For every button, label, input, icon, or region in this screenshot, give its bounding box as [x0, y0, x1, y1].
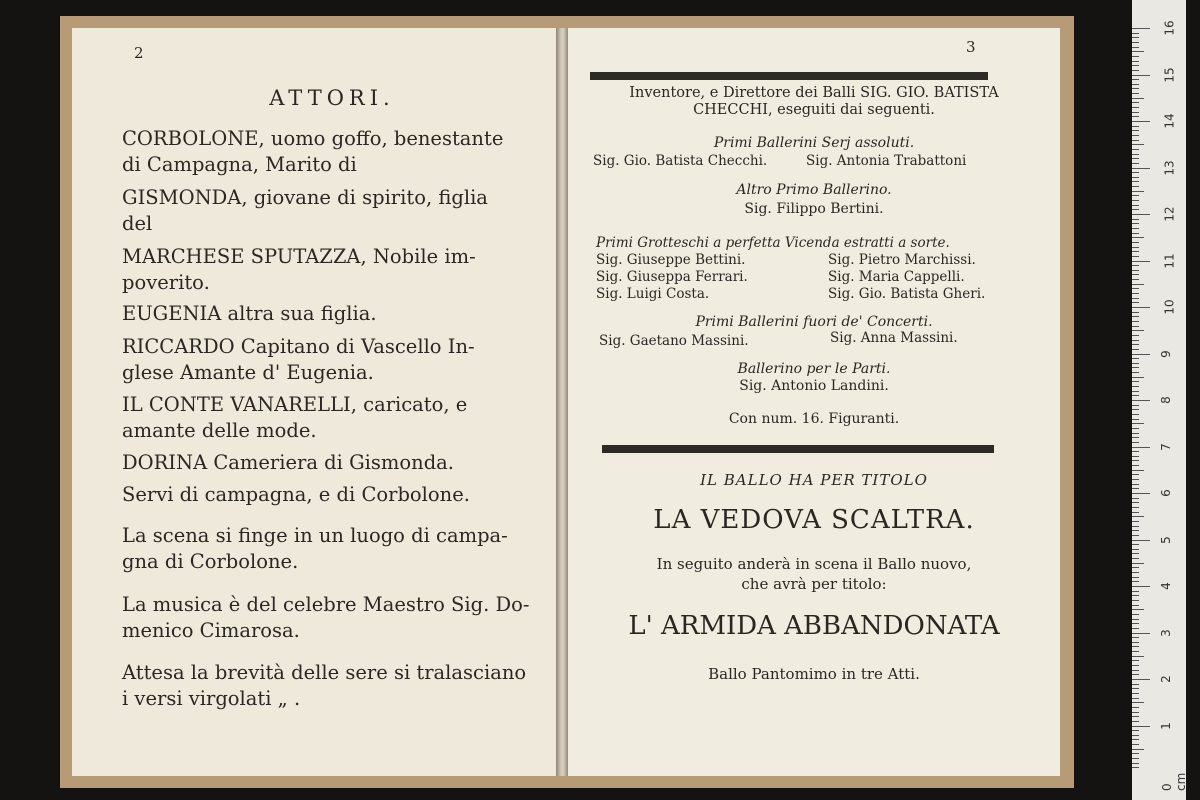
ruler-label: 7 — [1158, 442, 1173, 451]
measuring-ruler — [1132, 0, 1186, 800]
ruler-tick — [1132, 479, 1139, 480]
page-number-left: 2 — [134, 44, 144, 62]
dancer-name: Sig. Luigi Costa. — [596, 286, 710, 302]
ruler-tick — [1132, 177, 1139, 178]
cast-line: MARCHESE SPUTAZZA, Nobile im- — [122, 245, 476, 268]
seguito-line: In seguito anderà in scena il Ballo nuovo, — [656, 555, 972, 573]
ruler-tick — [1132, 47, 1139, 48]
ruler-tick — [1132, 437, 1139, 438]
ruler-tick — [1132, 298, 1139, 299]
ruler-tick — [1132, 646, 1139, 647]
ruler-tick — [1132, 381, 1139, 382]
ruler-tick — [1132, 233, 1139, 234]
ruler-tick — [1132, 158, 1139, 159]
ruler-tick — [1132, 228, 1139, 229]
ruler-tick — [1132, 181, 1139, 182]
ruler-tick — [1132, 126, 1139, 127]
ruler-tick — [1132, 739, 1139, 740]
ruler-tick — [1132, 130, 1139, 131]
ruler-tick — [1132, 586, 1150, 587]
ruler-tick — [1132, 135, 1139, 136]
left-page — [72, 28, 556, 776]
section-heading: Altro Primo Ballerino. — [736, 182, 892, 198]
dancer-name: Sig. Gaetano Massini. — [599, 333, 749, 349]
ruler-tick — [1132, 465, 1139, 466]
ruler-tick — [1132, 293, 1139, 294]
ruler-tick — [1132, 312, 1139, 313]
ruler-tick — [1132, 716, 1139, 717]
ruler-tick — [1132, 386, 1139, 387]
ruler-tick — [1132, 354, 1150, 355]
ruler-tick — [1132, 367, 1139, 368]
ruler-tick — [1132, 223, 1139, 224]
ruler-tick — [1132, 205, 1139, 206]
ruler-tick — [1132, 395, 1139, 396]
ruler-label: 4 — [1158, 582, 1173, 590]
ruler-label: 5 — [1158, 535, 1173, 544]
ruler-tick — [1132, 530, 1139, 531]
ruler-tick — [1132, 591, 1139, 592]
ruler-tick — [1132, 214, 1150, 215]
ruler-tick — [1132, 84, 1139, 85]
ruler-tick — [1132, 172, 1139, 173]
ruler-tick — [1132, 456, 1139, 457]
ruler-tick — [1132, 484, 1139, 485]
ruler-tick — [1132, 61, 1139, 62]
ruler-tick — [1132, 107, 1139, 108]
ruler-tick — [1132, 144, 1144, 145]
ruler-tick — [1132, 679, 1150, 680]
ruler-tick — [1132, 698, 1139, 699]
ruler-tick — [1132, 121, 1150, 122]
ruler-tick — [1132, 363, 1139, 364]
ruler-tick — [1132, 447, 1150, 448]
ruler-tick — [1132, 549, 1139, 550]
ruler-tick — [1132, 567, 1139, 568]
note-line: i versi virgolati „ . — [122, 687, 301, 710]
ruler-tick — [1132, 707, 1139, 708]
ruler-tick — [1132, 460, 1139, 461]
cast-line: IL CONTE VANARELLI, caricato, e — [122, 393, 468, 416]
ruler-tick — [1132, 637, 1139, 638]
ruler-tick — [1132, 526, 1139, 527]
ruler-tick — [1132, 400, 1150, 401]
note-line: menico Cimarosa. — [122, 619, 300, 642]
cast-line: di Campagna, Marito di — [122, 153, 357, 176]
ruler-tick — [1132, 116, 1139, 117]
ruler-tick — [1132, 749, 1144, 750]
ruler-tick — [1132, 744, 1139, 745]
figuranti-line: Con num. 16. Figuranti. — [728, 411, 900, 427]
ruler-tick — [1132, 302, 1139, 303]
cast-line: RICCARDO Capitano di Vascello In- — [122, 335, 475, 358]
ruler-tick — [1132, 79, 1139, 80]
ballo-subheading: IL BALLO HA PER TITOLO — [700, 471, 928, 489]
ruler-tick — [1132, 409, 1139, 410]
ruler-tick — [1132, 209, 1139, 210]
ruler-tick — [1132, 163, 1139, 164]
ruler-tick — [1132, 88, 1139, 89]
dancer-name: Sig. Anna Massini. — [830, 330, 958, 346]
ruler-tick — [1132, 470, 1144, 471]
cast-line: DORINA Cameriera di Gismonda. — [122, 451, 455, 474]
ruler-tick — [1132, 186, 1139, 187]
ruler-tick — [1132, 498, 1139, 499]
section-rule — [602, 445, 994, 453]
ruler-tick — [1132, 763, 1139, 764]
ruler-tick — [1132, 93, 1139, 94]
ruler-tick — [1132, 688, 1139, 689]
ruler-tick — [1132, 493, 1150, 494]
ruler-tick — [1132, 633, 1150, 634]
ruler-tick — [1132, 56, 1139, 57]
ruler-label: 13 — [1162, 159, 1177, 176]
cast-line: CORBOLONE, uomo goffo, benestante — [122, 127, 504, 150]
ruler-tick — [1132, 242, 1139, 243]
ruler-tick — [1132, 326, 1139, 327]
ruler-tick — [1132, 595, 1139, 596]
second-ballo-title: L' ARMIDA ABBANDONATA — [628, 611, 1000, 641]
ruler-tick — [1132, 670, 1139, 671]
ruler-tick — [1132, 726, 1150, 727]
ruler-tick — [1132, 307, 1150, 308]
ruler-tick — [1132, 405, 1139, 406]
book-spine — [556, 28, 568, 776]
note-line: gna di Corbolone. — [122, 550, 299, 573]
pantomimo-line: Ballo Pantomimo in tre Atti. — [708, 665, 920, 683]
ruler-tick — [1132, 767, 1139, 768]
section-heading: Primi Ballerini Serj assoluti. — [713, 135, 915, 151]
dancer-name: Sig. Pietro Marchissi. — [828, 252, 976, 268]
section-heading: Primi Grotteschi a perfetta Vicenda estratti a sorte. — [596, 235, 950, 251]
ruler-tick — [1132, 265, 1139, 266]
ruler-tick — [1132, 693, 1139, 694]
ruler-tick — [1132, 609, 1144, 610]
ruler-tick — [1132, 544, 1139, 545]
ruler-label: 9 — [1158, 349, 1173, 358]
cast-heading: ATTORI. — [269, 86, 395, 110]
ruler-tick — [1132, 358, 1139, 359]
dancer-name: Sig. Gio. Batista Gheri. — [828, 286, 986, 302]
dancer-name: Sig. Antonia Trabattoni — [806, 153, 967, 169]
ruler-tick — [1132, 70, 1139, 71]
ruler-tick — [1132, 321, 1139, 322]
ruler-tick — [1132, 37, 1139, 38]
ruler-label: 16 — [1162, 20, 1177, 36]
ruler-tick — [1132, 521, 1139, 522]
ruler-tick — [1132, 200, 1139, 201]
ruler-tick — [1132, 553, 1139, 554]
cast-line: del — [122, 212, 153, 235]
seguito-line: che avrà per titolo: — [741, 575, 887, 593]
ruler-tick — [1132, 98, 1144, 99]
ruler-tick — [1132, 577, 1139, 578]
ruler-tick — [1132, 712, 1139, 713]
ruler-tick — [1132, 344, 1139, 345]
ruler-tick — [1132, 419, 1139, 420]
ruler-tick — [1132, 642, 1139, 643]
ruler-tick — [1132, 279, 1139, 280]
ruler-tick — [1132, 256, 1139, 257]
ballo-title: LA VEDOVA SCALTRA. — [653, 505, 975, 535]
ruler-tick — [1132, 42, 1139, 43]
ruler-label: 1 — [1158, 721, 1173, 730]
ruler-tick — [1132, 674, 1139, 675]
header-rule — [590, 72, 988, 80]
ruler-tick — [1132, 488, 1139, 489]
section-heading: Primi Ballerini fuori de' Concerti. — [695, 314, 933, 330]
cast-line: EUGENIA altra sua figlia. — [122, 302, 377, 325]
ruler-label: 2 — [1158, 675, 1173, 683]
ruler-tick — [1132, 140, 1139, 141]
ruler-tick — [1132, 423, 1144, 424]
ruler-tick — [1132, 102, 1139, 103]
ruler-tick — [1132, 651, 1139, 652]
ruler-tick — [1132, 428, 1139, 429]
ruler-label: 15 — [1162, 66, 1177, 83]
ruler-tick — [1132, 33, 1139, 34]
note-line: La musica è del celebre Maestro Sig. Do- — [122, 593, 530, 616]
ruler-tick — [1132, 656, 1144, 657]
note-line: La scena si finge in un luogo di campa- — [122, 524, 508, 547]
ruler-tick — [1132, 540, 1150, 541]
dancer-name: Sig. Giuseppa Ferrari. — [596, 269, 748, 285]
ruler-label: 6 — [1158, 489, 1173, 497]
ruler-tick — [1132, 316, 1139, 317]
ruler-tick — [1132, 28, 1150, 29]
ruler-tick — [1132, 270, 1139, 271]
ruler-tick — [1132, 330, 1144, 331]
ruler-tick — [1132, 288, 1139, 289]
ruler-tick — [1132, 507, 1139, 508]
section-heading: Ballerino per le Parti. — [737, 361, 891, 377]
ruler-tick — [1132, 758, 1139, 759]
ruler-tick — [1132, 730, 1139, 731]
note-line: Attesa la brevità delle sere si tralasciano — [122, 661, 527, 684]
intro-line: Inventore, e Direttore dei Balli SIG. GIO. BATISTA — [629, 85, 999, 101]
ruler-tick — [1132, 284, 1144, 285]
ruler-tick — [1132, 251, 1139, 252]
ruler-tick — [1132, 237, 1144, 238]
right-page — [568, 28, 1060, 776]
dancer-name: Sig. Gio. Batista Checchi. — [593, 153, 768, 169]
ruler-tick — [1132, 684, 1139, 685]
dancer-name: Sig. Antonio Landini. — [739, 378, 889, 394]
ruler-tick — [1132, 735, 1139, 736]
ruler-tick — [1132, 516, 1144, 517]
dancer-name: Sig. Maria Cappelli. — [828, 269, 965, 285]
ruler-tick — [1132, 581, 1139, 582]
ruler-label: 8 — [1158, 396, 1173, 404]
ruler-tick — [1132, 372, 1139, 373]
ruler-tick — [1132, 502, 1139, 503]
ruler-tick — [1132, 442, 1139, 443]
ruler-tick — [1132, 558, 1139, 559]
ruler-tick — [1132, 753, 1139, 754]
intro-line: CHECCHI, eseguiti dai seguenti. — [693, 102, 935, 118]
ruler-tick — [1132, 191, 1144, 192]
ruler-tick — [1132, 391, 1139, 392]
ruler-tick — [1132, 112, 1139, 113]
cast-line: GISMONDA, giovane di spirito, figlia — [122, 186, 488, 209]
ruler-tick — [1132, 168, 1150, 169]
ruler-tick — [1132, 563, 1144, 564]
ruler-label: 10 — [1162, 299, 1177, 315]
ruler-tick — [1132, 614, 1139, 615]
ruler-label: 14 — [1162, 113, 1177, 129]
ruler-tick — [1132, 572, 1139, 573]
ruler-tick — [1132, 349, 1139, 350]
ruler-tick — [1132, 628, 1139, 629]
ruler-tick — [1132, 51, 1144, 52]
cast-line: amante delle mode. — [122, 419, 317, 442]
ruler-tick — [1132, 451, 1139, 452]
ruler-tick — [1132, 660, 1139, 661]
ruler-tick — [1132, 154, 1139, 155]
ruler-tick — [1132, 474, 1139, 475]
ruler-tick — [1132, 335, 1139, 336]
ruler-tick — [1132, 721, 1139, 722]
ruler-tick — [1132, 623, 1139, 624]
ruler-label: 0 cm — [1160, 772, 1188, 791]
ruler-tick — [1132, 377, 1144, 378]
ruler-tick — [1132, 512, 1139, 513]
ruler-tick — [1132, 414, 1139, 415]
ruler-tick — [1132, 75, 1150, 76]
ruler-tick — [1132, 274, 1139, 275]
page-number-right: 3 — [966, 38, 976, 56]
ruler-tick — [1132, 340, 1139, 341]
dancer-name: Sig. Giuseppe Bettini. — [596, 252, 746, 268]
dancer-name: Sig. Filippo Bertini. — [744, 201, 884, 217]
ruler-tick — [1132, 219, 1139, 220]
ruler-label: 11 — [1162, 252, 1177, 269]
ruler-tick — [1132, 702, 1144, 703]
ruler-tick — [1132, 600, 1139, 601]
ruler-tick — [1132, 247, 1139, 248]
ruler-tick — [1132, 605, 1139, 606]
ruler-label: 12 — [1162, 206, 1177, 222]
cast-line: glese Amante d' Eugenia. — [122, 361, 374, 384]
cast-line: poverito. — [122, 271, 210, 294]
ruler-tick — [1132, 149, 1139, 150]
cast-line: Servi di campagna, e di Corbolone. — [122, 483, 470, 506]
ruler-label: 3 — [1158, 628, 1173, 637]
ruler-tick — [1132, 65, 1139, 66]
ruler-tick — [1132, 433, 1139, 434]
ruler-tick — [1132, 665, 1139, 666]
ruler-tick — [1132, 261, 1150, 262]
ruler-tick — [1132, 535, 1139, 536]
ruler-tick — [1132, 619, 1139, 620]
ruler-tick — [1132, 195, 1139, 196]
